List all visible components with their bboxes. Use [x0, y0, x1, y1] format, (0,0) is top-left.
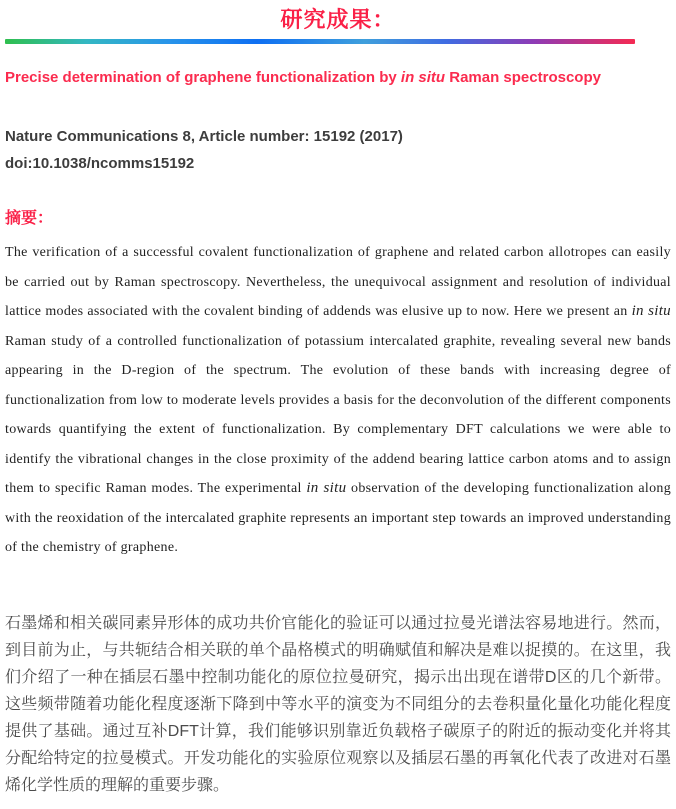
article-title [5, 69, 671, 87]
rainbow-divider [5, 39, 635, 44]
article-title-italic: in situ [400, 69, 446, 86]
abstract-en-seg3: observation of the developing functionalization along with the reoxidation of the intercalated graphite represents an important step towards an improved understanding of the chemistry of graphene. [5, 481, 671, 555]
section-heading: 研究成果： [280, 7, 396, 32]
citation-journal-line: Nature Communications 8, Article number: 15192 (2017) [5, 128, 403, 145]
article-title-pre: Precise determination of graphene functionalization by [5, 69, 401, 86]
abstract-en-italic1: in situ [631, 303, 671, 319]
abstract-label: 摘要： [5, 210, 54, 227]
citation-block [5, 123, 671, 177]
abstract-english [5, 238, 671, 563]
abstract-en-italic2: in situ [306, 480, 347, 496]
abstract-en-seg2: Raman study of a controlled functionalization of potassium intercalated graphite, revealing several new bands appearing in the D-region of the spectrum. The evolution of these bands with increasing degree of functionalization from low to moderate levels provides a basis for the deconvolution of the different components towards quantifying the extent of functionalization. By complementary DFT calculations we were able to identify the vibrational changes in the close proximity of the addend bearing lattice carbon atoms and to assign them to specific Raman modes. The experimental [5, 333, 671, 496]
abstract-en-seg1: The verification of a successful covalent functionalization of graphene and related carbon allotropes can easily be carried out by Raman spectroscopy. Nevertheless, the unequivocal assignment and resolution of individual lattice modes associated with the covalent binding of addends was elusive up to now. Here we present an [5, 245, 671, 319]
article-title-post: Raman spectroscopy [445, 69, 601, 86]
citation-doi-line: doi:10.1038/ncomms15192 [5, 155, 195, 172]
abstract-chinese: 石墨烯和相关碳同素异形体的成功共价官能化的验证可以通过拉曼光谱法容易地进行。然而，到目前为止，与共轭结合相关联的单个晶格模式的明确赋值和解决是难以捉摸的。在这里，我们介绍了一种在插层石墨中控制功能化的原位拉曼研究，揭示出出现在谱带D区的几个新带。这些频带随着功能化程度逐渐下降到中等水平的演变为不同组分的去卷积量化量化功能化程度提供了基础。通过互补DFT计算，我们能够识别靠近负载格子碳原子的附近的振动变化并将其分配给特定的拉曼模式。开发功能化的实验原位观察以及插层石墨的再氧化代表了改进对石墨烯化学性质的理解的重要步骤。 [5, 614, 671, 794]
